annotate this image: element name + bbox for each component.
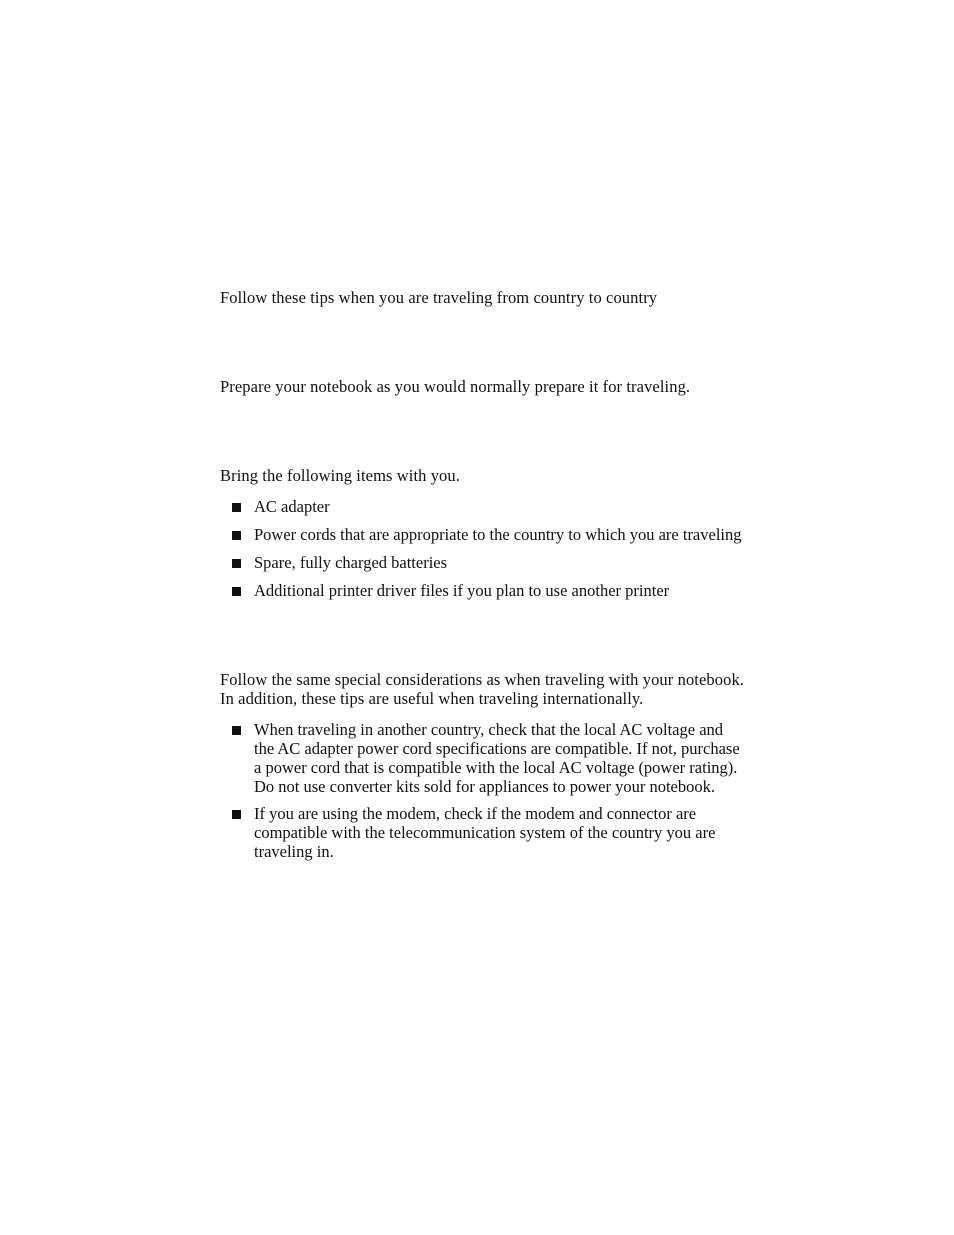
list-item (220, 720, 800, 804)
international-tips-list (220, 720, 800, 861)
items-to-bring-list (220, 497, 800, 609)
list-item-text: Spare, fully charged batteries (254, 553, 448, 572)
list-item-line: When traveling in another country, check that the local AC voltage and (254, 720, 724, 739)
square-bullet-icon (232, 531, 241, 540)
square-bullet-icon (232, 559, 241, 568)
square-bullet-icon (232, 810, 241, 819)
list-item-text: Power cords that are appropriate to the country to which you are traveling (254, 525, 742, 544)
list-item-line: If you are using the modem, check if the modem and connector are (254, 804, 697, 823)
list-item-line: Do not use converter kits sold for appliances to power your notebook. (254, 777, 715, 796)
list-item (220, 525, 800, 544)
list-item-text: Additional printer driver files if you plan to use another printer (254, 581, 670, 600)
list-item (220, 497, 800, 516)
prepare-paragraph: Prepare your notebook as you would normally prepare it for traveling. (220, 377, 691, 396)
intro-paragraph: Follow these tips when you are traveling from country to country (220, 288, 658, 307)
special-considerations-paragraph (220, 670, 800, 708)
list-item (220, 553, 800, 572)
paragraph-line: Follow the same special considerations as when traveling with your notebook. (220, 670, 745, 689)
paragraph-line: In addition, these tips are useful when traveling internationally. (220, 689, 644, 708)
list-item-line: the AC adapter power cord specifications are compatible. If not, purchase (254, 739, 740, 758)
list-item-line: a power cord that is compatible with the local AC voltage (power rating). (254, 758, 738, 777)
list-item-text: AC adapter (254, 497, 330, 516)
list-item (220, 581, 800, 600)
bring-items-paragraph: Bring the following items with you. (220, 466, 460, 485)
square-bullet-icon (232, 726, 241, 735)
list-item-line: compatible with the telecommunication system of the country you are (254, 823, 716, 842)
square-bullet-icon (232, 503, 241, 512)
list-item-line: traveling in. (254, 842, 334, 861)
square-bullet-icon (232, 587, 241, 596)
list-item (220, 804, 800, 861)
